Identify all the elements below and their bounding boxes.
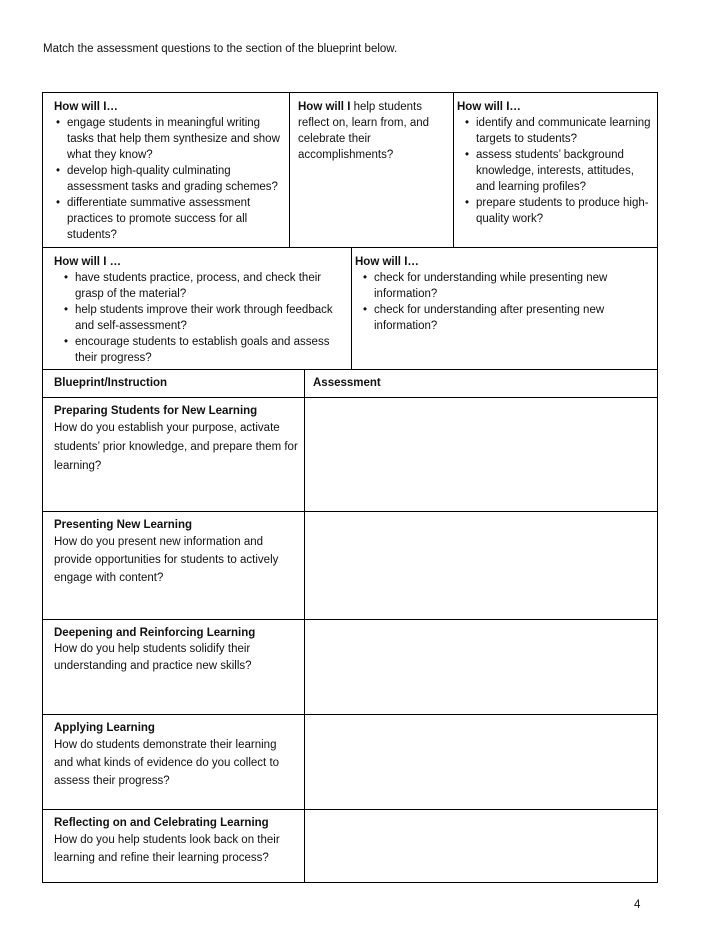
row-title: Deepening and Reinforcing Learning [54,627,256,639]
question-box-d [43,247,352,369]
assessment-cell[interactable] [305,397,657,511]
question-box-a [43,93,290,247]
instruction-text: Match the assessment questions to the section of the blueprint below. [43,43,398,55]
question-box-b-question: help students reflect on, learn from, and celebrate their accomplishments? [298,101,430,161]
list-item: • develop high-quality culminating assessment tasks and grading schemes? [54,163,281,195]
question-box-c [454,93,657,247]
table-row [43,714,305,809]
row-question: How do students demonstrate their learning and what kinds of evidence do you collect to assess their progress? [54,739,280,787]
column-header-instruction: Blueprint/Instruction [54,377,168,389]
table-row [43,511,305,619]
list-item: • engage students in meaningful writing tasks that help them synthesize and show what they know? [54,115,281,163]
row-title: Preparing Students for New Learning [54,405,258,417]
question-box-c-list [457,115,651,227]
list-item: • check for understanding while presenting new information? [361,270,651,302]
assessment-cell[interactable] [305,809,657,882]
list-item: • have students practice, process, and check their grasp of the material? [62,270,345,302]
table-row [43,619,305,714]
table-row [43,397,305,511]
table-row [43,809,305,882]
question-box-e-heading: How will I… [355,256,419,268]
table-header-instruction [43,369,305,397]
question-box-b-heading: How will I [298,101,351,113]
question-box-c-heading: How will I… [457,101,521,113]
assessment-cell[interactable] [305,714,657,809]
column-header-assessment: Assessment [313,377,381,389]
assessment-cell[interactable] [305,619,657,714]
question-box-e-list [355,270,651,334]
row-title: Applying Learning [54,722,155,734]
question-box-b-text [298,99,447,163]
row-title: Presenting New Learning [54,519,193,531]
page-number: 4 [634,899,641,911]
list-item: • encourage students to establish goals and assess their progress? [62,334,345,366]
list-item: • assess students’ background knowledge, interests, attitudes, and learning profiles? [463,147,651,195]
list-item: • help students improve their work through feedback and self-assessment? [62,302,345,334]
row-question: How do you establish your purpose, activate students’ prior knowledge, and prepare them for learning? [54,422,298,472]
question-box-a-list [54,115,281,243]
question-box-a-heading: How will I… [54,101,118,113]
question-box-b [290,93,454,247]
question-box-d-list [54,270,345,366]
row-question: How do you help students look back on their learning and refine their learning process? [54,834,280,864]
row-title: Reflecting on and Celebrating Learning [54,817,269,829]
list-item: • differentiate summative assessment practices to promote success for all students? [54,195,281,243]
list-item: • identify and communicate learning targets to students? [463,115,651,147]
blueprint-worksheet [42,92,658,883]
question-box-d-heading: How will I … [54,256,122,268]
row-question: How do you help students solidify their understanding and practice new skills? [54,643,252,672]
table-header-assessment [305,369,657,397]
list-item: • check for understanding after presenting new information? [361,302,651,334]
assessment-cell[interactable] [305,511,657,619]
row-question: How do you present new information and provide opportunities for students to actively engage with content? [54,536,279,584]
question-box-e [352,247,657,369]
list-item: • prepare students to produce high-quality work? [463,195,651,227]
